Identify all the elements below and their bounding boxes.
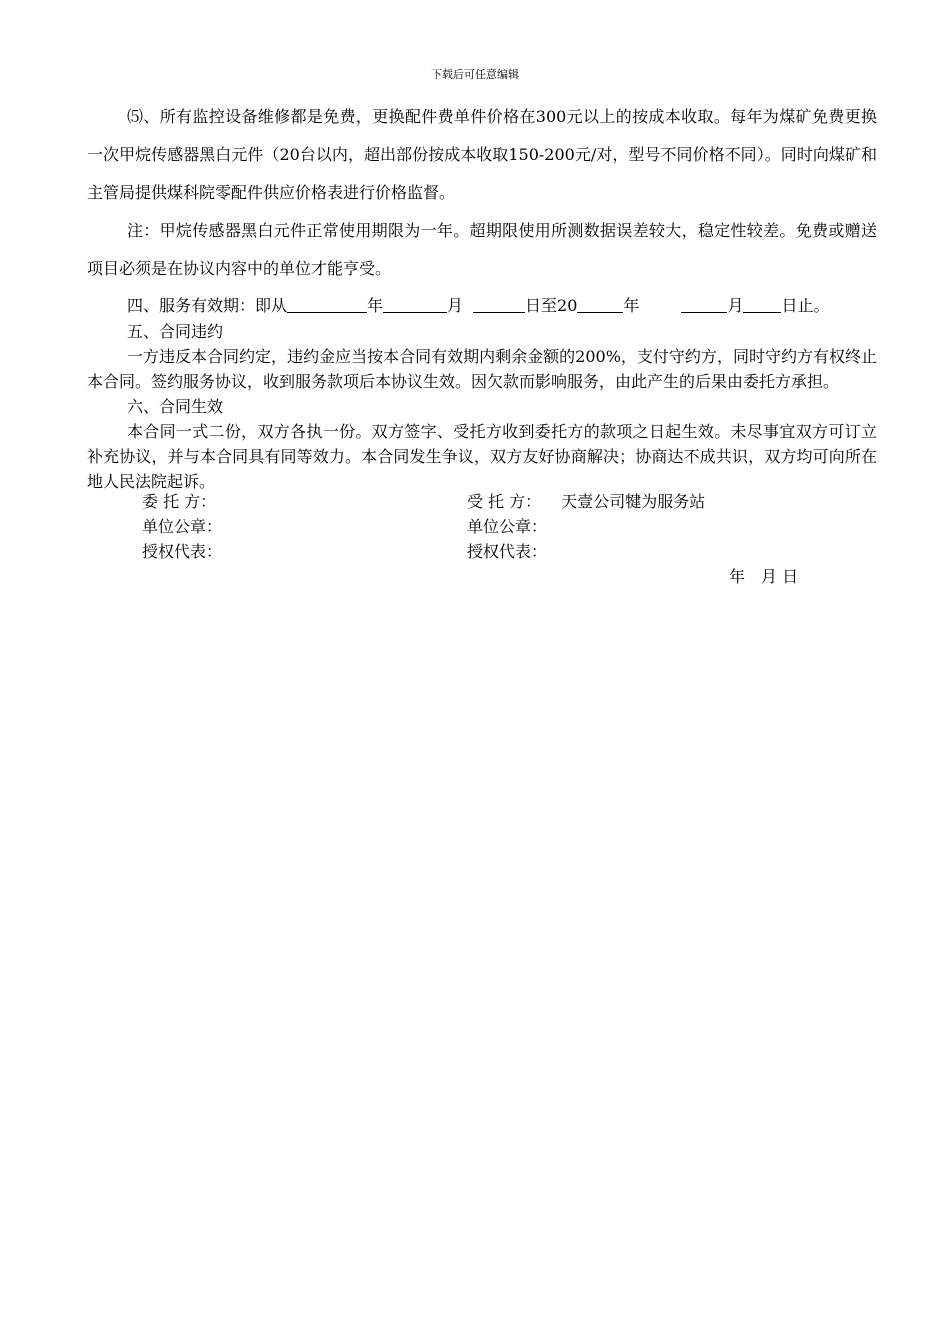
blank-start-month[interactable] — [383, 296, 447, 313]
trustee-rep-label: 授权代表： — [467, 542, 548, 561]
paragraph-note: 注：甲烷传感器黑白元件正常使用期限为一年。超期限使用所测数据误差较大，稳定性较差。免费或赠送项目必须是在协议内容中的单位才能亨受。 — [87, 221, 877, 278]
blank-end-month[interactable] — [681, 296, 727, 313]
validity-end-year-label: 年 — [623, 296, 640, 315]
blank-end-year[interactable] — [577, 296, 623, 313]
validity-end-day-label: 日 — [781, 296, 798, 315]
section5-heading: 五、合同违约 — [127, 322, 224, 341]
validity-end: 止。 — [797, 296, 830, 315]
section6-heading: 六、合同生效 — [127, 397, 224, 416]
blank-start-day[interactable] — [473, 296, 525, 313]
signature-row-seal — [87, 519, 877, 544]
signature-row-party — [87, 494, 877, 519]
client-seal-label: 单位公章： — [142, 517, 223, 536]
signature-date: 年 月 日 — [729, 567, 799, 586]
section5-body: 一方违反本合同约定，违约金应当按本合同有效期内剩余金额的200%，支付守约方，同时守约方有权终止本合同。签约服务协议，收到服务款项后本协议生效。因欠款而影响服务，由此产生的后果由委托方承担。 — [87, 347, 877, 391]
trustee-value: 天壹公司犍为服务站 — [561, 492, 706, 511]
validity-lead: 四、服务有效期：即从 — [127, 296, 288, 315]
validity-end-month-label: 月 — [727, 296, 744, 315]
blank-end-day[interactable] — [743, 296, 781, 313]
contract-body — [87, 98, 877, 594]
validity-day-to-label: 日至20 — [525, 296, 578, 315]
client-label: 委 托 方： — [142, 492, 217, 511]
validity-line — [87, 292, 877, 319]
validity-month-label: 月 — [447, 296, 464, 315]
blank-start-year[interactable] — [287, 296, 367, 313]
section6-body: 本合同一式二份，双方各执一份。双方签字、受托方收到委托方的款项之日起生效。未尽事宜双方可订立补充协议，并与本合同具有同等效力。本合同发生争议，双方友好协商解决；协商达不成共识，双方均可向所在地人民法院起诉。 — [87, 422, 877, 491]
trustee-label: 受 托 方： — [467, 492, 542, 511]
signature-row-representative — [87, 544, 877, 569]
client-rep-label: 授权代表： — [142, 542, 223, 561]
header-note: 下载后可任意编辑 — [431, 68, 519, 81]
validity-year-label: 年 — [367, 296, 384, 315]
signature-date-row — [87, 569, 877, 594]
paragraph-maintenance: ⑸、所有监控设备维修都是免费，更换配件费单件价格在300元以上的按成本收取。每年为煤矿免费更换一次甲烷传感器黑白元件（20台以内，超出部份按成本收取150-200元/对，型号不同价格不同）。同时向煤矿和主管局提供煤科院零配件供应价格表进行价格监督。 — [87, 107, 877, 202]
trustee-seal-label: 单位公章： — [467, 517, 548, 536]
